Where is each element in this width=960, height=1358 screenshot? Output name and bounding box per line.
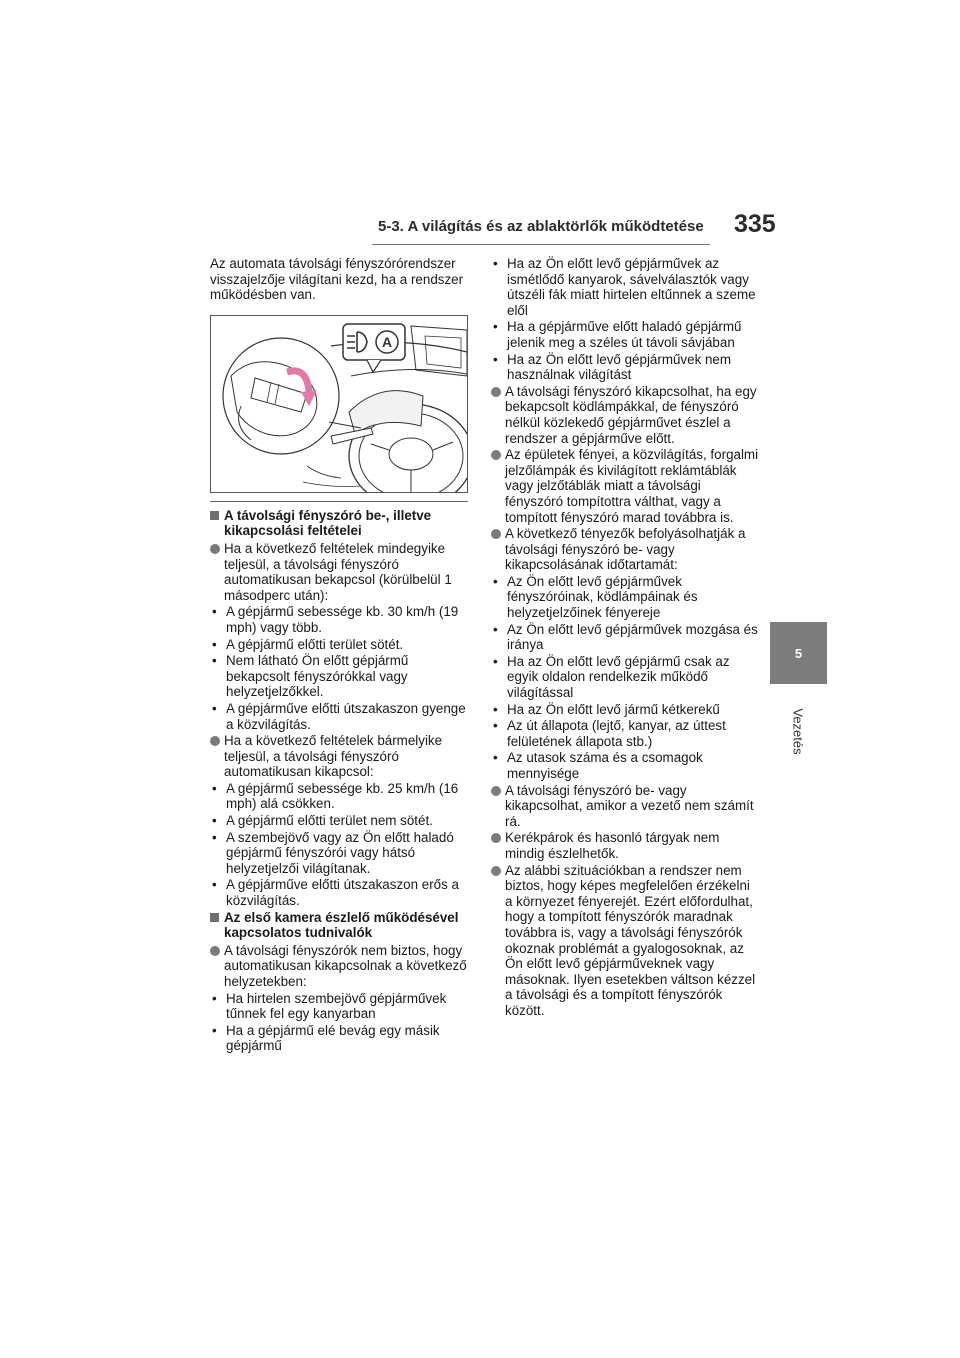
- list-item: • Az út állapota (lejtő, kanyar, az úttest felületének állapota stb.): [493, 718, 726, 749]
- list-item: • Az utasok száma és a csomagok mennyisége: [493, 750, 703, 781]
- list-item: • A szembejövő vagy az Ön előtt haladó gépjármű fényszórói vagy hátsó helyzetjelzői világítanak.: [212, 829, 454, 876]
- dot-paragraph: Az alábbi szituációkban a rendszer nem biztos, hogy képes megfelelően érzékelni a környezet fényerejét. Ezért előfordulhat, hogy a tompított fényszórók maradnak továbbra is, vagy a távolsági fényszórók okoznak problémát a gyalogosoknak, az Ön előtt levő gépjárműveknek vagy másoknak. Ilyen esetekben váltson kézzel a távolsági és a tompított fényszórók között.: [491, 863, 761, 1019]
- indicator-letter: A: [382, 333, 393, 350]
- circle-bullet-icon: [210, 544, 220, 554]
- list-item: • Ha hirtelen szembejövő gépjárművek tűnnek fel egy kanyarban: [212, 990, 447, 1022]
- list-item: • Az Ön előtt levő gépjárművek mozgása és iránya: [493, 621, 758, 653]
- chapter-label: Vezetés: [790, 707, 806, 755]
- chapter-number: 5: [794, 645, 803, 661]
- list-item: • A gépjármű sebessége kb. 25 km/h (16 mph) alá csökken.: [212, 780, 459, 812]
- circle-bullet-icon: [210, 736, 220, 746]
- list-item: • Ha a gépjármű elé bevág egy másik gépjármű: [212, 1022, 440, 1054]
- dot-paragraph: Ha a következő feltételek mindegyike teljesül, a távolsági fényszóró automatikusan bekapcsol (körülbelül 1 másodperc után):: [210, 541, 472, 603]
- page-number: 335: [734, 210, 776, 238]
- circle-bullet-icon: [491, 529, 501, 539]
- list-item: • Ha az Ön előtt levő gépjárművek nem használnak világítást: [493, 351, 732, 383]
- chapter-tab[interactable]: [770, 622, 827, 684]
- list-item: • Ha a gépjárműve előtt haladó gépjármű jelenik meg a széles út távoli sávjában: [493, 319, 742, 350]
- dot-paragraph: A távolsági fényszóró be- vagy kikapcsolhat, amikor a vezető nem számít rá.: [491, 783, 761, 830]
- dot-paragraph: Ha a következő feltételek bármelyike teljesül, a távolsági fényszóró automatikusan kikapcsol:: [210, 733, 472, 780]
- list-item: • Az Ön előtt levő gépjárművek fényszóróinak, ködlámpáinak és helyzetjelzőinek fényereje: [493, 573, 698, 621]
- list-item: • Nem látható Ön előtt gépjármű bekapcsolt fényszórókkal vagy helyzetjelzőkkel.: [212, 653, 409, 700]
- section-heading: Az első kamera észlelő működésével kapcsolatos tudnivalók: [210, 910, 472, 941]
- left-column: [210, 256, 472, 1055]
- dot-paragraph: A következő tényezők befolyásolhatják a távolsági fényszóró be- vagy kikapcsolásának időtartamát:: [491, 526, 761, 573]
- circle-bullet-icon: [491, 387, 501, 397]
- dot-paragraph: A távolsági fényszórók nem biztos, hogy automatikusan kikapcsolnak a következő helyzetekben:: [210, 943, 472, 990]
- section-heading: A távolsági fényszóró be-, illetve kikapcsolási feltételei: [210, 508, 472, 539]
- list-item: • A gépjármű előtti terület nem sötét.: [212, 813, 433, 829]
- list-item: • Ha az Ön előtt levő gépjárművek az ismétlődő kanyarok, sávelválasztók vagy útszéli fák miatt hirtelen eltűnnek a szeme elől: [493, 256, 756, 318]
- dot-paragraph: Kerékpárok és hasonló tárgyak nem mindig észlelhetők.: [491, 830, 761, 861]
- list-item: • A gépjármű sebessége kb. 30 km/h (19 mph) vagy több.: [212, 604, 459, 635]
- intro-paragraph: Az automata távolsági fényszórórendszer visszajelzője világítani kezd, ha a rendszer működésben van.: [210, 256, 464, 303]
- dot-paragraph: A távolsági fényszóró kikapcsolhat, ha egy bekapcsolt ködlámpákkal, de fényszóró nélkül közlekedő gépjárművet észlel a rendszer a gépjárműve előtt.: [491, 384, 761, 446]
- list-item: • Ha az Ön előtt levő gépjármű csak az egyik oldalon rendelkezik működő világítással: [493, 653, 730, 701]
- circle-bullet-icon: [491, 833, 501, 843]
- list-item: • Ha az Ön előtt levő jármű kétkerekű: [493, 701, 720, 717]
- figure-rule: [210, 501, 468, 502]
- circle-bullet-icon: [491, 450, 501, 460]
- list-item: • A gépjárműve előtti útszakaszon erős a közvilágítás.: [212, 877, 459, 909]
- dot-paragraph: Az épületek fényei, a közvilágítás, forgalmi jelzőlámpák és kivilágított reklámtáblák vagy jelzőtáblák miatt a távolsági fényszóró tompítottra válthat, vagy a tompított fényszóró marad továbbra is.: [491, 447, 761, 525]
- circle-bullet-icon: [491, 866, 501, 876]
- square-marker-icon: [210, 511, 219, 520]
- section-title: 5-3. A világítás és az ablaktörlők működtetése: [378, 218, 704, 235]
- circle-bullet-icon: [210, 946, 220, 956]
- circle-bullet-icon: [491, 786, 501, 796]
- right-column: [491, 256, 761, 1020]
- list-item: • A gépjármű előtti terület sötét.: [212, 636, 404, 652]
- square-marker-icon: [210, 913, 219, 922]
- headlight-switch-illustration: [210, 315, 468, 493]
- list-item: • A gépjárműve előtti útszakaszon gyenge a közvilágítás.: [212, 700, 466, 732]
- header-rule: [372, 244, 710, 245]
